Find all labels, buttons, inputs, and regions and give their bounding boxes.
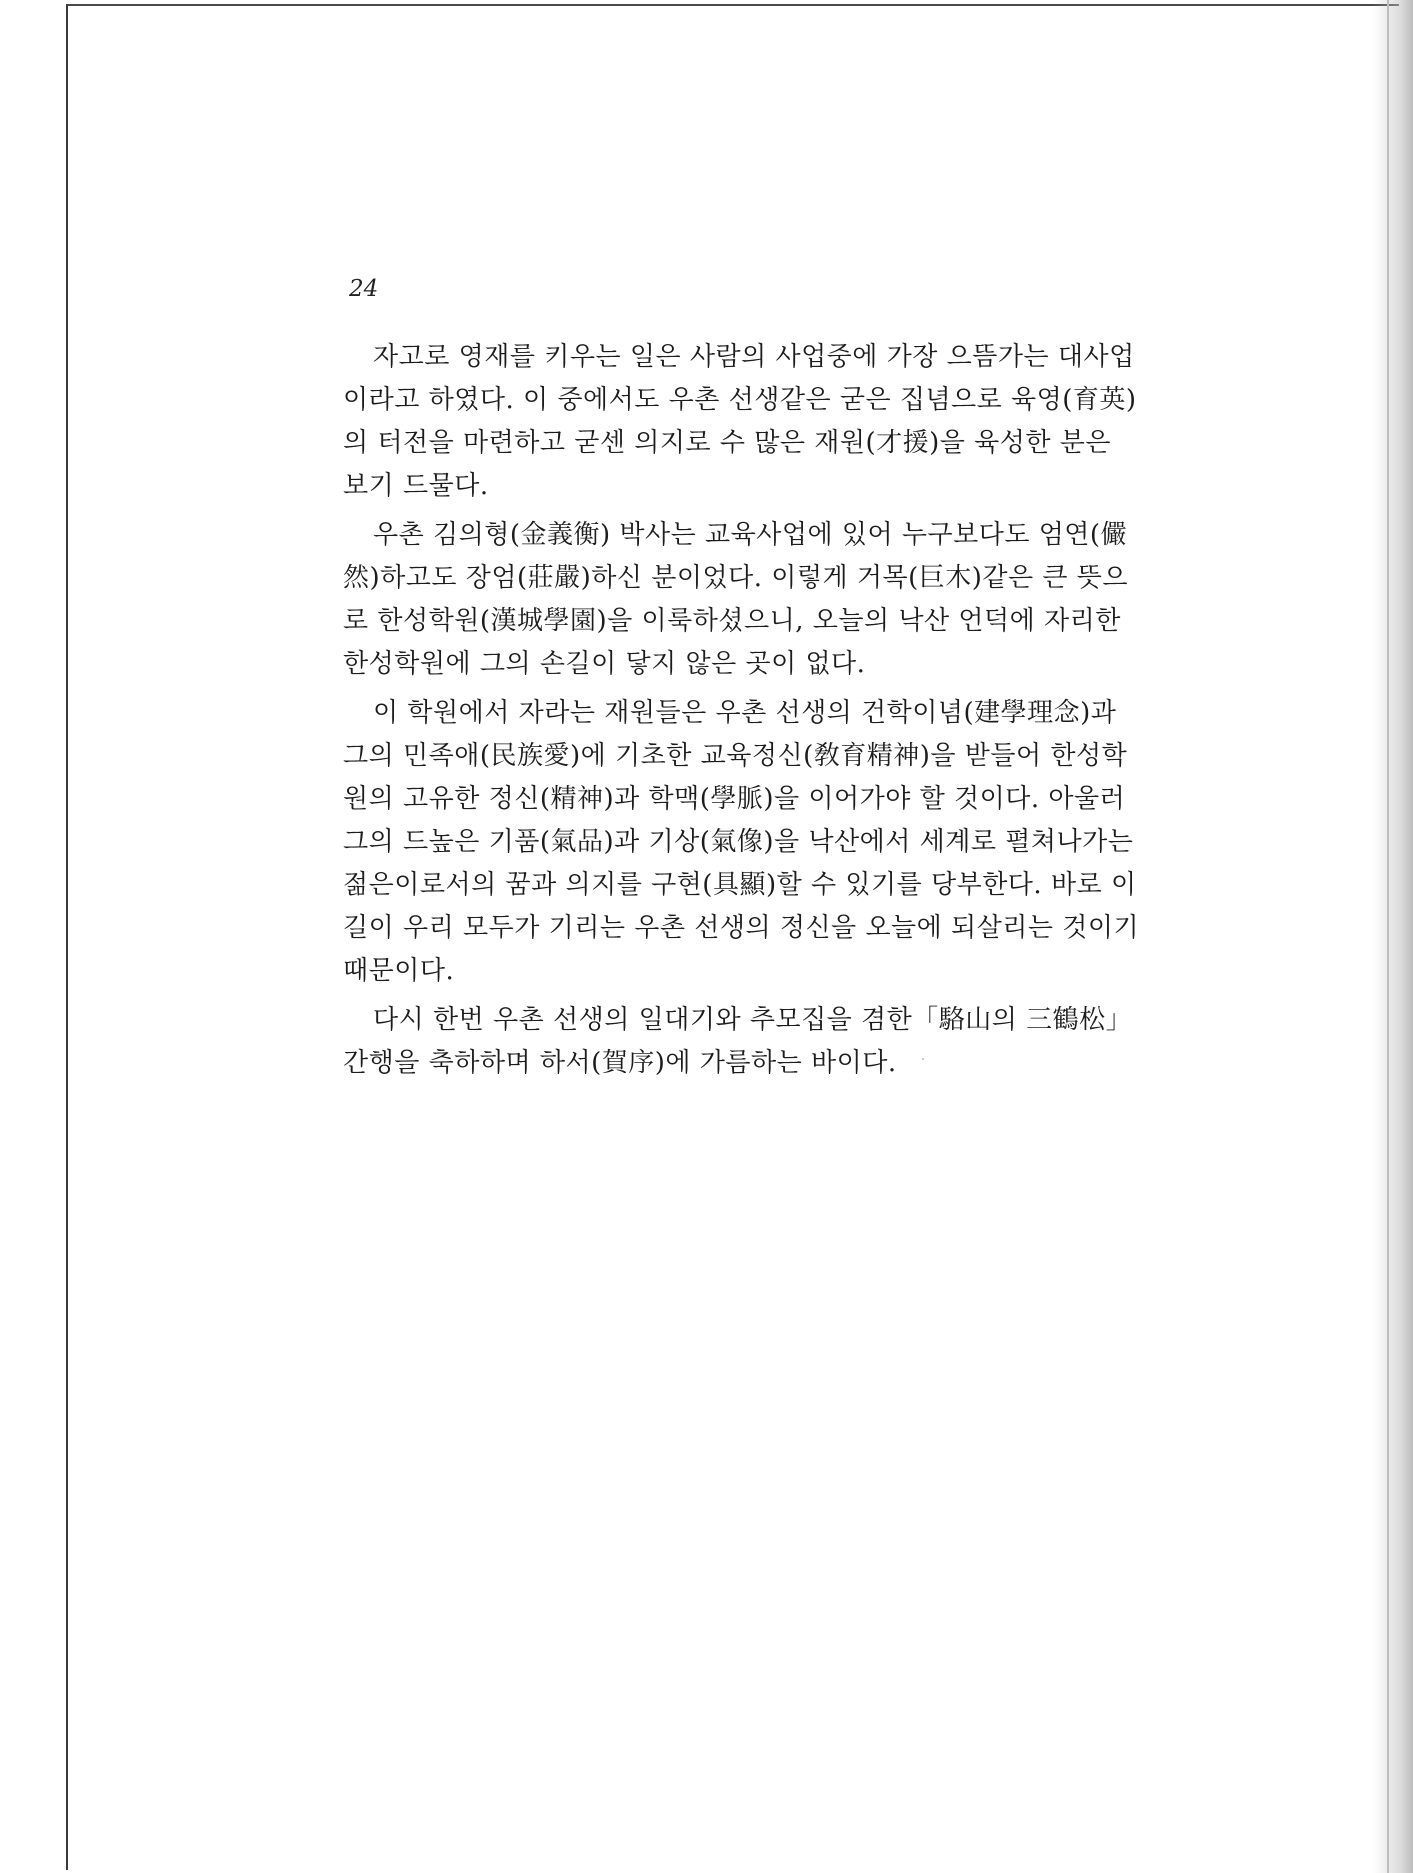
page-number: 24 — [349, 276, 379, 302]
text-line: 然)하고도 장엄(莊嚴)하신 분이었다. 이렇게 거목(巨木)같은 큰 뜻으 — [343, 563, 1129, 593]
text-line: 길이 우리 모두가 기리는 우촌 선생의 정신을 오늘에 되살리는 것이기 — [343, 913, 1140, 943]
text-line: 간행을 축하하며 하서(賀序)에 가름하는 바이다. — [343, 1048, 897, 1078]
text-line: 의 터전을 마련하고 굳센 의지로 수 많은 재원(才援)을 육성한 분은 — [343, 428, 1111, 458]
body-text — [343, 336, 1175, 1091]
paragraph-4 — [343, 999, 1175, 1085]
text-line: 한성학원에 그의 손길이 닿지 않은 곳이 없다. — [343, 649, 866, 679]
text-line: 우촌 김의형(金義衡) 박사는 교육사업에 있어 누구보다도 엄연(儼 — [373, 520, 1128, 550]
text-line: 이 학원에서 자라는 재원들은 우촌 선생의 건학이념(建學理念)과 — [373, 698, 1117, 728]
text-line: 그의 민족애(民族愛)에 기초한 교육정신(敎育精神)을 받들어 한성학 — [343, 741, 1128, 771]
text-line: 그의 드높은 기품(氣品)과 기상(氣像)을 낙산에서 세계로 펼쳐나가는 — [343, 827, 1134, 857]
text-line: 원의 고유한 정신(精神)과 학맥(學脈)을 이어가야 할 것이다. 아울러 — [343, 784, 1126, 814]
text-line: 다시 한번 우촌 선생의 일대기와 추모집을 겸한「駱山의 三鶴松」 — [373, 1005, 1133, 1035]
text-line: 보기 드물다. — [343, 471, 489, 501]
text-line: 이라고 하였다. 이 중에서도 우촌 선생같은 굳은 집념으로 육영(育英) — [343, 385, 1137, 415]
scan-speck — [922, 1058, 924, 1060]
text-line: 젊은이로서의 꿈과 의지를 구현(具顯)할 수 있기를 당부한다. 바로 이 — [343, 870, 1137, 900]
text-line: 자고로 영재를 키우는 일은 사람의 사업중에 가장 으뜸가는 대사업 — [373, 342, 1135, 372]
paragraph-2 — [343, 514, 1175, 686]
text-line: 때문이다. — [343, 956, 455, 986]
page-shadow — [1373, 0, 1413, 1873]
paragraph-3 — [343, 692, 1175, 993]
text-line: 로 한성학원(漢城學園)을 이룩하셨으니, 오늘의 낙산 언덕에 자리한 — [343, 606, 1121, 636]
paragraph-1 — [343, 336, 1175, 508]
